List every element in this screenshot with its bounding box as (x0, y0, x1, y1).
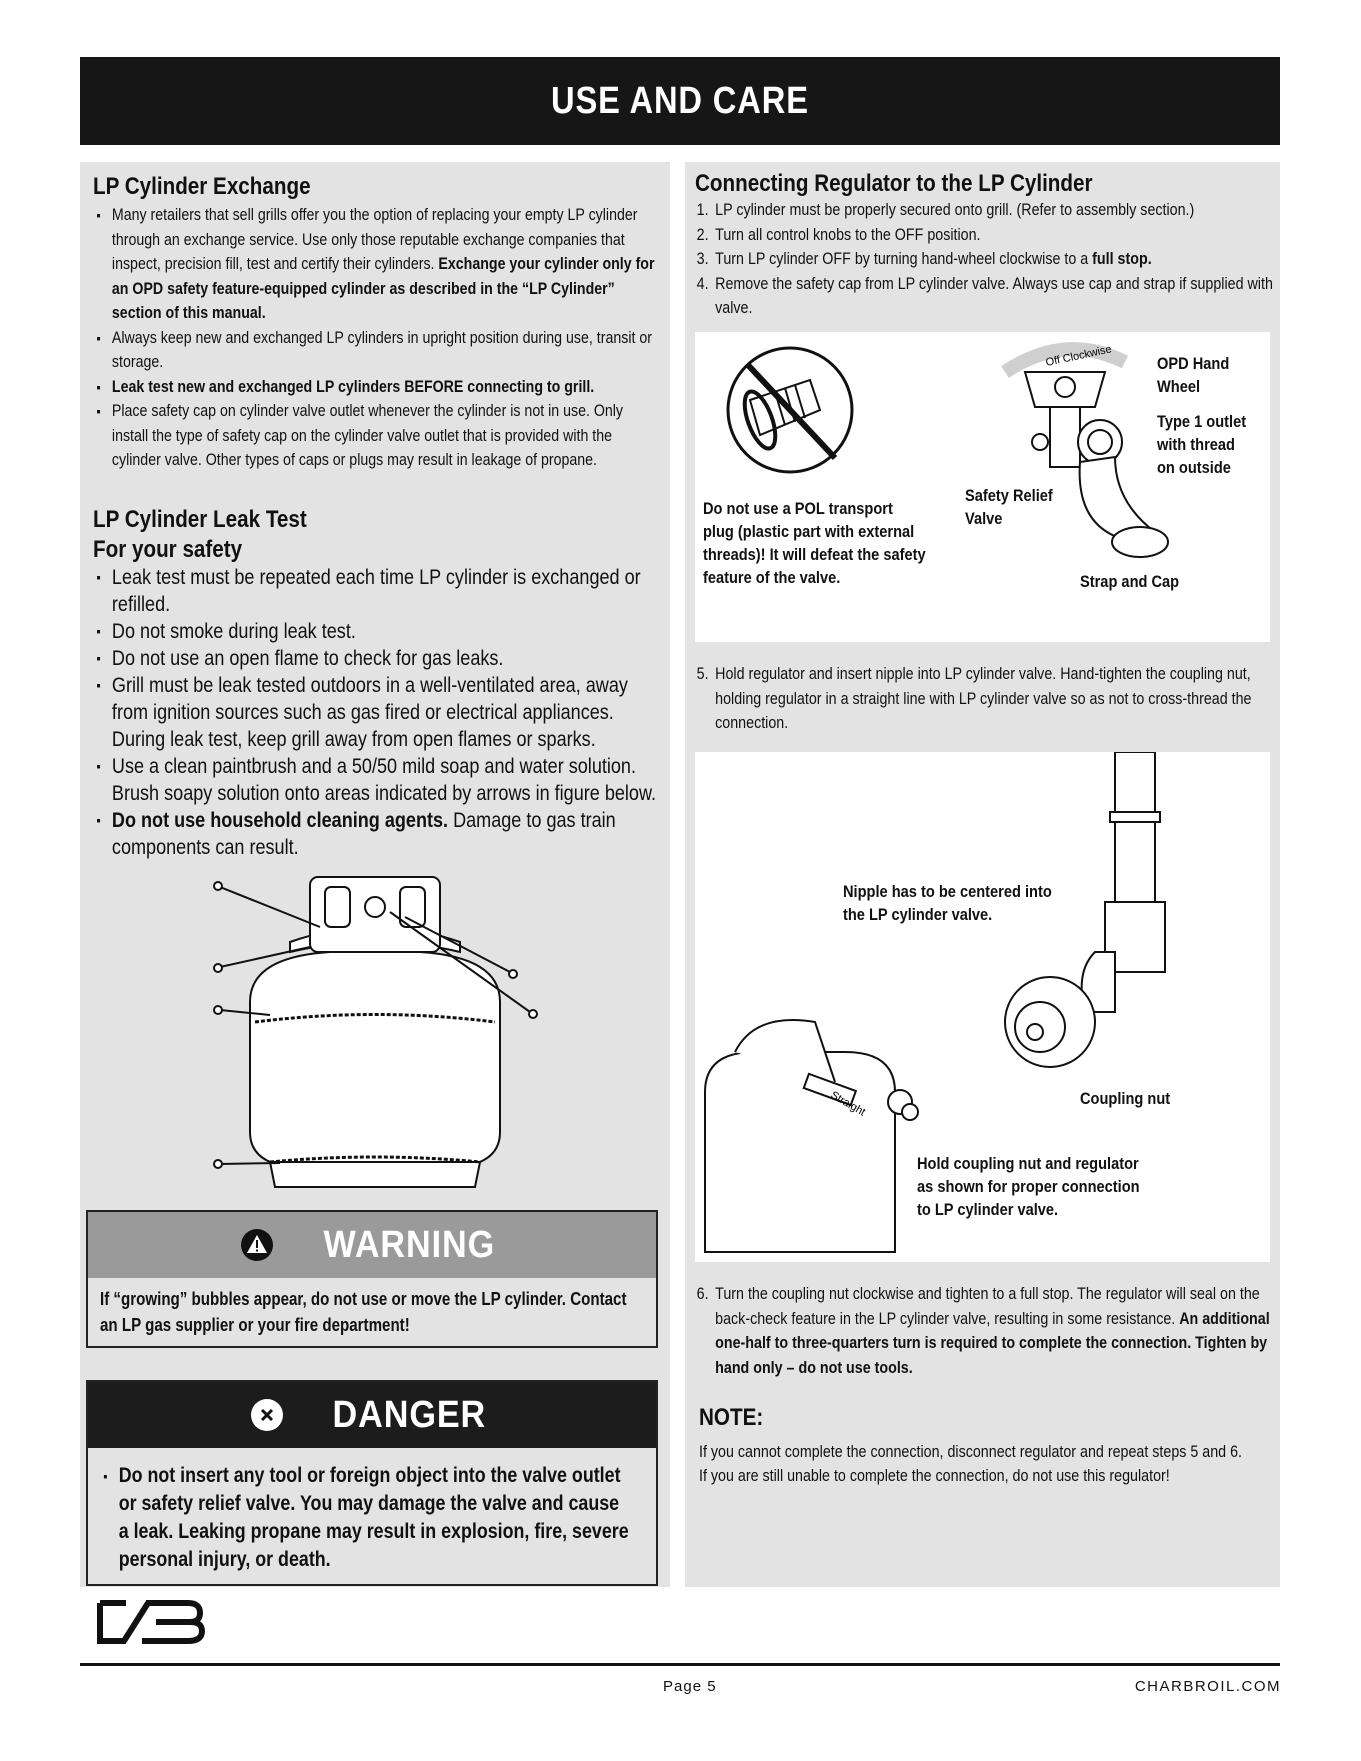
step-text: Remove the safety cap from LP cylinder valve. Always use cap and strap if supplied with valve. (715, 273, 1273, 317)
steps-list-6 (695, 1282, 1279, 1380)
note-title: NOTE: (699, 1404, 764, 1431)
straight-label: Straight (828, 1089, 868, 1119)
footer-rule (80, 1663, 1280, 1666)
nipple-label: Nipple has to be centered into the LP cylinder valve. (843, 882, 1052, 924)
step-number: 6. (696, 1284, 709, 1303)
website: CHARBROIL.COM (1134, 1678, 1281, 1695)
list-item (93, 399, 661, 473)
step-5 (695, 662, 1275, 736)
exchange-list (93, 203, 661, 473)
cylinder-leak-test-figure (210, 862, 540, 1192)
strap-and-cap-label: Strap and Cap (1080, 572, 1180, 591)
list-item (695, 247, 1275, 272)
page-title: USE AND CARE (551, 79, 809, 122)
bullet-text: Many retailers that sell grills offer you the option of replacing your empty LP cylinder through an exchange service. Use only those reputable exchange companies that inspect, precision fill, test and certify their cylinders. (111, 206, 638, 273)
bullet-text: Grill must be leak tested outdoors in a well-ventilated area, away from ignition sources such as gas fired or electrical appliances. During leak test, keep grill away from open flames or sparks. (111, 674, 628, 751)
page-number: Page 5 (663, 1678, 717, 1695)
danger-list (100, 1462, 631, 1574)
steps-list-5 (695, 662, 1275, 736)
warning-header (88, 1212, 656, 1278)
opd-hand-wheel-label: OPD Hand Wheel (1157, 354, 1230, 396)
bullet-text: Do not use an open flame to check for gas leaks. (111, 647, 504, 670)
list-item (93, 326, 661, 375)
list-item (93, 375, 661, 400)
step-text: Turn all control knobs to the OFF position. (715, 224, 981, 244)
bullet-bold-text: Exchange your cylinder only for an OPD safety feature-equipped cylinder as described in the “LP Cylinder” section of this manual. (111, 255, 655, 322)
valve-figure (695, 332, 1270, 642)
right-column (685, 162, 1280, 1587)
bullet-bold-text: Do not use household cleaning agents. (111, 809, 449, 832)
step-number: 4. (696, 273, 709, 293)
step-text: Turn LP cylinder OFF by turning hand-wheel clockwise to a (715, 249, 1093, 268)
danger-header (88, 1382, 656, 1448)
exchange-title: LP Cylinder Exchange (93, 173, 311, 200)
regulator-title: Connecting Regulator to the LP Cylinder (695, 170, 1093, 197)
bullet-text: Use a clean paintbrush and a 50/50 mild soap and water solution. Brush soapy solution onto areas indicated by arrows in figure below. (111, 755, 657, 805)
danger-box (86, 1380, 658, 1586)
list-item (695, 662, 1275, 736)
regulator-section (695, 170, 1280, 321)
bullet-text: Place safety cap on cylinder valve outlet whenever the cylinder is not in use. Only install the type of safety cap on the cylinder valve outlet that is provided with the cylinder valve. Other types of caps or plugs may result in leakage of propane. (111, 402, 624, 469)
leak-test-title: LP Cylinder Leak Test (93, 506, 307, 533)
bullet-text: Damage to gas train components can result. (111, 809, 616, 859)
step-6 (695, 1282, 1279, 1380)
list-item (93, 807, 656, 861)
danger-body (88, 1448, 656, 1584)
warning-title: WARNING (323, 1223, 495, 1266)
step-bold-text: An additional one-half to three-quarters turn is required to complete the connection. Tighten by hand only – do not use tools. (715, 1308, 1270, 1377)
warning-body (88, 1278, 656, 1346)
list-item (93, 672, 656, 753)
steps-list (695, 198, 1275, 321)
coupling-figure (695, 752, 1270, 1262)
step-text: LP cylinder must be properly secured onto grill. (Refer to assembly section.) (715, 200, 1195, 219)
list-item (93, 203, 661, 326)
list-item (100, 1462, 631, 1574)
list-item (695, 1282, 1279, 1380)
list-item (695, 198, 1275, 223)
leak-test-section (93, 506, 663, 861)
step-text: Turn the coupling nut clockwise and tighten to a full stop. The regulator will seal on the back-check feature in the LP cylinder valve, resulting in some resistance. (715, 1284, 1260, 1328)
bullet-text: Always keep new and exchanged LP cylinders in upright position during use, transit or storage. (111, 328, 652, 371)
step-number: 2. (696, 224, 709, 244)
step-number: 5. (696, 664, 709, 683)
list-item (695, 223, 1275, 248)
hold-coupling-label: Hold coupling nut and regulator as shown for proper connection to LP cylinder valve. (917, 1154, 1140, 1219)
off-clockwise-label: Off Clockwise (1044, 343, 1113, 369)
leak-test-list (93, 564, 656, 861)
bullet-bold-text: Leak test new and exchanged LP cylinders BEFORE connecting to grill. (111, 377, 595, 396)
warning-triangle-icon (240, 1228, 274, 1262)
pol-note: Do not use a POL transport plug (plastic part with external threads)! It will defeat the safety feature of the valve. (703, 499, 926, 587)
step-text: Hold regulator and insert nipple into LP cylinder valve. Hand-tighten the coupling nut, holding regulator in a straight line with LP cylinder valve so as not to cross-thread the connection. (715, 664, 1252, 732)
step-bold-text: full stop. (1092, 249, 1152, 268)
safety-relief-label: Safety Relief Valve (965, 486, 1053, 528)
list-item (93, 753, 656, 807)
bullet-text: Leak test must be repeated each time LP cylinder is exchanged or refilled. (111, 566, 641, 616)
step-number: 3. (696, 249, 709, 268)
exchange-section (93, 173, 663, 473)
coupling-nut-label: Coupling nut (1080, 1089, 1171, 1108)
danger-x-icon (250, 1398, 284, 1432)
step-number: 1. (696, 200, 709, 219)
list-item (93, 564, 656, 618)
list-item (695, 272, 1275, 321)
warning-box (86, 1210, 658, 1348)
page-header (80, 57, 1280, 145)
warning-text: If “growing” bubbles appear, do not use or move the LP cylinder. Contact an LP gas supplier or your fire department! (100, 1289, 627, 1335)
pol-plug-no-icon (720, 340, 860, 480)
note-line-1: If you cannot complete the connection, disconnect regulator and repeat steps 5 and 6. (699, 1442, 1243, 1461)
note-section (699, 1404, 1279, 1488)
note-line-2: If you are still unable to complete the connection, do not use this regulator! (699, 1466, 1170, 1485)
charbroil-logo (96, 1597, 206, 1647)
list-item (93, 645, 656, 672)
list-item (93, 618, 656, 645)
bullet-text: Do not smoke during leak test. (111, 620, 356, 643)
left-column (80, 162, 670, 1587)
danger-text: Do not insert any tool or foreign object into the valve outlet or safety relief valve. You may damage the valve and cause a leak. Leaking propane may result in explosion, fire, severe personal injury, or death. (118, 1464, 629, 1571)
danger-title: DANGER (332, 1393, 486, 1436)
leak-test-subtitle: For your safety (93, 536, 243, 563)
type1-outlet-label: Type 1 outlet with thread on outside (1157, 412, 1247, 477)
